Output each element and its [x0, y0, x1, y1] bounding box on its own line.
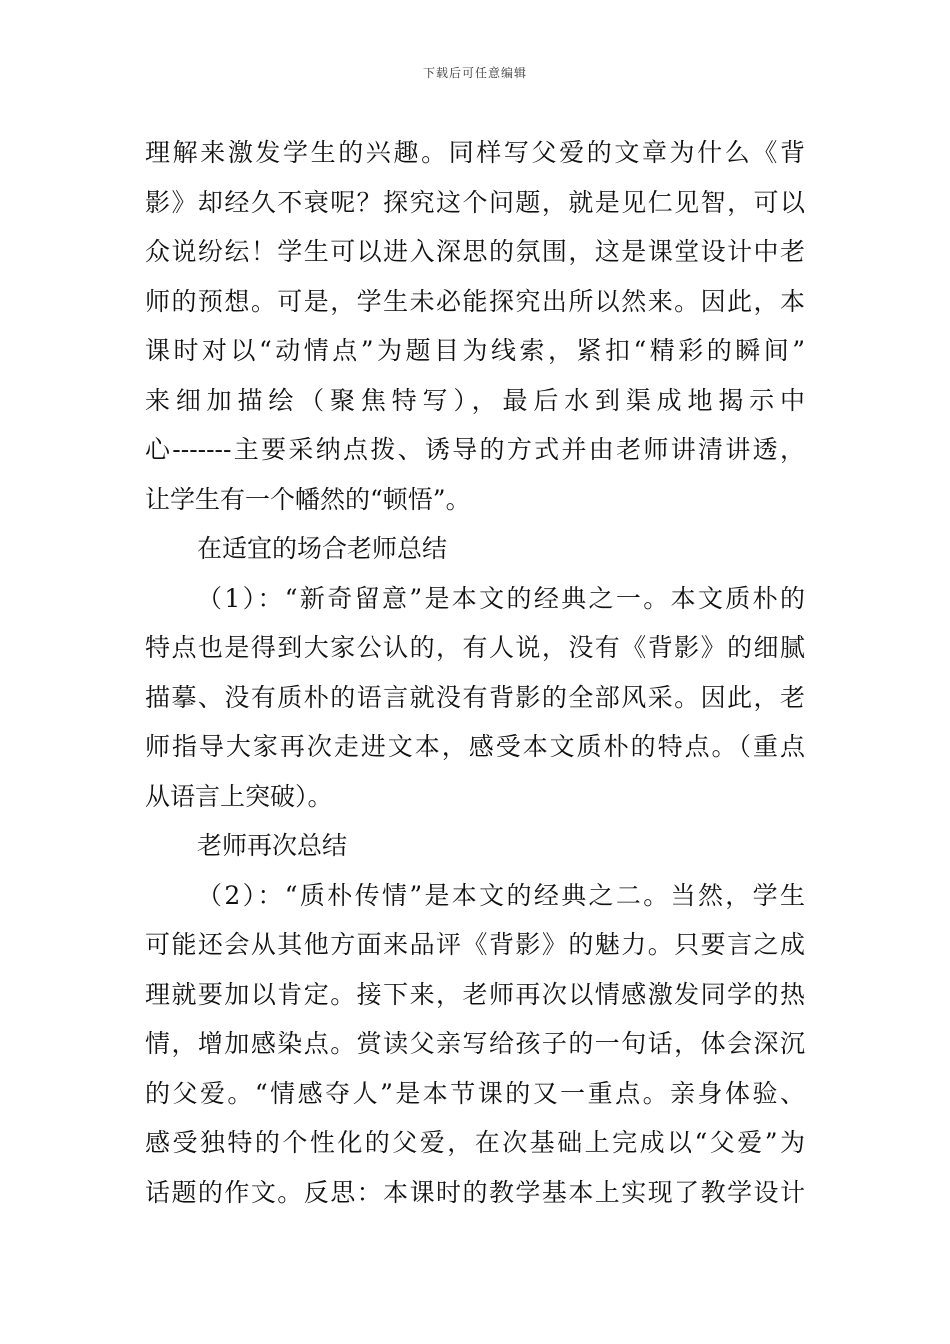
text-line: 让学生有一个幡然的“顿悟”。	[145, 484, 471, 514]
text-line: 心-------主要采纳点拨、诱导的方式并由老师讲清讲透，	[145, 435, 805, 464]
section-heading: 在适宜的场合老师总结	[197, 534, 448, 563]
text-line: 影》却经久不衰呢？探究这个问题，就是见仁见智，可以	[145, 187, 805, 217]
text-line: 师指导大家再次走进文本，感受本文质朴的特点。（重点	[145, 732, 805, 761]
section-heading: 老师再次总结	[197, 831, 348, 860]
text-line: 众说纷纭！学生可以进入深思的氛围，这是课堂设计中老	[145, 237, 805, 266]
text-line: 特点也是得到大家公认的，有人说，没有《背影》的细腻	[145, 633, 805, 662]
text-line: （2）：“质朴传情”是本文的经典之二。当然，学生	[197, 880, 805, 910]
text-line: 话题的作文。反思：本课时的教学基本上实现了教学设计	[145, 1177, 805, 1207]
text-line: 课时对以“动情点”为题目为线索，紧扣“精彩的瞬间”	[145, 336, 805, 365]
text-line: 描摹、没有质朴的语言就没有背影的全部风采。因此，老	[145, 682, 805, 712]
text-line: 可能还会从其他方面来品评《背影》的魅力。只要言之成	[145, 930, 805, 959]
page-header: 下载后可任意编辑	[422, 66, 527, 80]
text-line: 从语言上突破）。	[145, 781, 333, 811]
text-line: 师的预想。可是，学生未必能探究出所以然来。因此，本	[145, 286, 805, 316]
text-line: 来细加描绘（聚焦特写），最后水到渠成地揭示中	[145, 385, 805, 415]
document-body	[145, 128, 805, 1217]
text-line: （1）：“新奇留意”是本文的经典之一。本文质朴的	[197, 583, 805, 613]
text-line: 的父爱。“情感夺人”是本节课的又一重点。亲身体验、	[145, 1078, 805, 1108]
text-line: 理就要加以肯定。接下来，老师再次以情感激发同学的热	[145, 979, 805, 1009]
text-line: 感受独特的个性化的父爱，在次基础上完成以“父爱”为	[145, 1128, 805, 1157]
text-line: 情，增加感染点。赏读父亲写给孩子的一句话，体会深沉	[145, 1029, 805, 1058]
text-line: 理解来激发学生的兴趣。同样写父爱的文章为什么《背	[145, 138, 805, 167]
